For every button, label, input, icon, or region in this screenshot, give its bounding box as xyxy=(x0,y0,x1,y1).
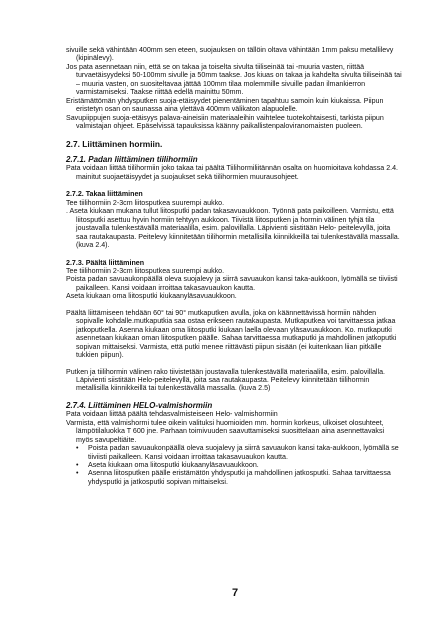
document-page xyxy=(66,46,402,486)
paragraph-2-7-3-2: Poista padan savuaukonpäällä oleva suojalevy ja siirrä savuaukon kansi taka-aukkoon, lyömällä se tiiviisti paikalleen. Kansi voidaan irroittaa takasavuaukon kautta. xyxy=(66,275,398,292)
paragraph-2-7-2-1: Tee tiilihormiin 2-3cm liitosputkea suurempi aukko. xyxy=(66,198,225,207)
bullet-item: • Asenna liitosputken päälle eristämätön yhdysputki ja mahdollinen jatkosputki. Sahaa tarvittaessa yhdysputki ja jatkosputki sopivan mittaiseksi. xyxy=(88,469,402,486)
paragraph-2-7-4-1: Pata voidaan liittää päältä tehdasvalmisteiseen Helo- valmishormiin xyxy=(66,410,278,419)
paragraph-2-7-2-2: . Aseta kiukaan mukana tullut liitosputki padan takasavuaukkoon. Työnnä pata paikoilleen. Varmistu, että liitosputki asettuu hyvin hormiin tehtyyn aukkoon. Tiivistä liitosputken ja hormin välinen tyhjä tila joustavalla tulenkestävällä materiaalilla, esim. palovillalla. Läpivienti siistitään Helo- peitelevyllä, joita saa rautakaupasta. Peitelevy kiinnitetään tiilihormin metallisilla kiinnikkeillä tai tulenkestävällä massalla. (kuva 2.4). xyxy=(66,207,400,250)
paragraph-2-7-3-3: Aseta kiukaan oma liitosputki kiukaanyläsavuaukkoon. xyxy=(66,292,237,301)
intro-line-2: Jos pata asennetaan niin, että se on takaa ja toiselta sivulta tiiliseinää tai -muuria vasten, riittää turvaetäisyydeksi 50-100mm sivulle ja 50mm taakse. Jos kiuas on takaa ja kahdelta sivulta tiiliseinää tai – muuria vasten, on suositeltavaa jättää 100mm tilaa molemmille sivuille padan ilmankierron varmistamiseksi. Taakse riittää edellä mainittu 50mm. xyxy=(66,62,402,97)
paragraph-2-7-3-5: Putken ja tiilihormin välinen rako tiivistetään joustavalla tulenkestävällä materiaalilla, esim. palovillalla. Läpivienti siistitään Helo-peitelevyllä, joita saa rautakaupasta. Peitelevy kiinnitetään tiilihormin metallisilla kiinnikkeillä tai tulenkestävällä massalla. (kuva 2.5) xyxy=(66,367,385,393)
bullet-list xyxy=(66,444,402,486)
bullet-item: • Aseta kiukaan oma liitosputki kiukaanyläsavuaukkoon. xyxy=(88,461,402,469)
subsection-title-2-7-2: 2.7.2. Takaa liittäminen xyxy=(66,190,143,199)
section-title-2-7: 2.7. Liittäminen hormiin. xyxy=(66,138,163,149)
bullet-item: • Poista padan savuaukonpäällä oleva suojalevy ja siirrä savuaukon kansi taka-aukkoon, lyömällä se tiiviisti paikalleen. Kansi voidaan irroittaa takasavuaukon kautta. xyxy=(88,444,402,461)
intro-line-1: sivuille sekä vähintään 400mm sen eteen, suojauksen on tällöin oltava vähintään 1mm paksu metallilevy (kipinälevy). xyxy=(66,46,394,63)
page-number: 7 xyxy=(232,587,239,599)
subsection-text-2-7-1: Pata voidaan liittää tiilihormiin joko takaa tai päältä Tiilihormiliitännän osalta on huomioitava kohdassa 2.4. mainitut suojaetäisyydet ja suojaukset sekä tiilihormien muurausohjeet. xyxy=(66,164,399,181)
intro-line-3: Eristämättömän yhdysputken suoja-etäisyydet pienentäminen tapahtuu samoin kuin kiukaissa. Piipun eristetyn osan on saunassa aina ylettävä 400mm välikaton alapuolelle. xyxy=(66,96,384,114)
paragraph-2-7-3-1: Tee tiilihormiin 2-3cm liitosputkea suurempi aukko. xyxy=(66,266,225,275)
subsection-title-2-7-3: 2.7.3. Päältä liittäminen xyxy=(66,258,145,267)
subsection-title-2-7-4: 2.7.4. Liittäminen HELO-valmishormiin xyxy=(66,400,213,410)
intro-line-4: Savupiippujen suoja-etäisyys palava-aineisiin materiaaleihin vaihtelee tuotekohtaisesti, tarkista piipun valmistajan ohjeet. Epäselvissä tapauksissa käänny paikallistenpaloviranomaisten puoleen. xyxy=(66,113,384,131)
paragraph-2-7-3-4: Päältä liittämiseen tehdään 60° tai 90° mutkaputken avulla, joka on käännettävissä hormiin nähden sopivalle kohdalle.mutkaputkia saa ostaa erikseen rautakaupasta. Mutkaputkea voi tarvittaessa jatkaa jatkoputkella. Asenna kiukaan oma liitosputki kiukaan laella olevaan yläsavuaukkoon. Ko. mutkaputki asennetaan kiukaan oman liitosputken päälle. Sahaa tarvittaessa mutkaputki ja mahdollinen jatkoputki sopivan mittaiseksi. Varmista, että putki menee riittävästi piipun sisään (ei kuitenkaan liian pitkälle tukkien piipun). xyxy=(66,308,397,360)
paragraph-2-7-4-2: Varmista, että valmishormi tulee oikein valituksi huomioiden mm. hormin korkeus, ulkoiset olosuhteet, lämpötilaluokka T 600 jne. Parhaan toimivuuden saavuttamiseksi suosittelaan aina asennettavaksi myös savupeltiäite. xyxy=(66,418,385,444)
subsection-title-2-7-1: 2.7.1. Padan liittäminen tiilihormiin xyxy=(66,154,198,164)
